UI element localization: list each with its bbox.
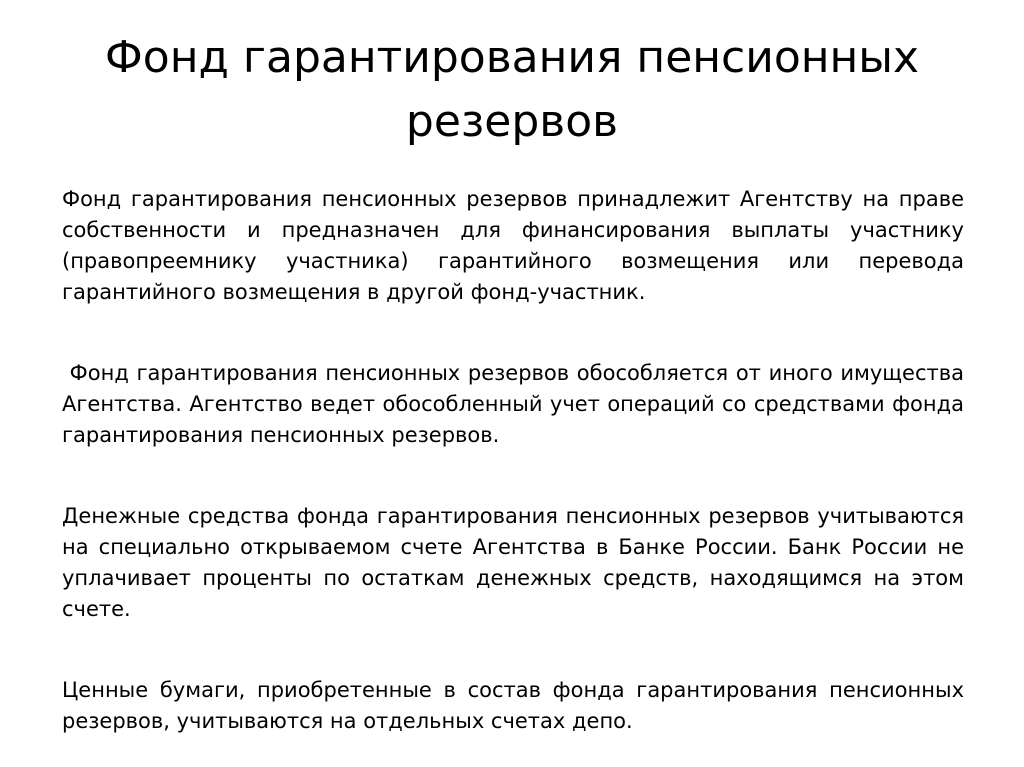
paragraph-segregation: Фонд гарантирования пенсионных резервов обособляется от иного имущества Агентства. Агентство ведет обособленный учет операций со средствами фонда гарантирования пенсионных резервов. bbox=[62, 361, 971, 447]
paragraph-securities: Ценные бумаги, приобретенные в состав фонда гарантирования пенсионных резервов, учитываются на отдельных счетах депо. bbox=[62, 678, 964, 733]
paragraph-ownership: Фонд гарантирования пенсионных резервов принадлежит Агентству на праве собственности и предназначен для финансирования выплаты участнику (правопреемнику участника) гарантийного возмещения или перевода гарантийного возмещения в другой фонд-участник. bbox=[62, 187, 964, 304]
slide-body bbox=[62, 184, 971, 737]
paragraph-bank-account: Денежные средства фонда гарантирования пенсионных резервов учитываются на специально открываемом счете Агентства в Банке России. Банк России не уплачивает проценты по остаткам денежных средств, находящимся на этом счете. bbox=[62, 504, 964, 621]
slide-title: Фонд гарантирования пенсионных резервов bbox=[104, 32, 920, 147]
